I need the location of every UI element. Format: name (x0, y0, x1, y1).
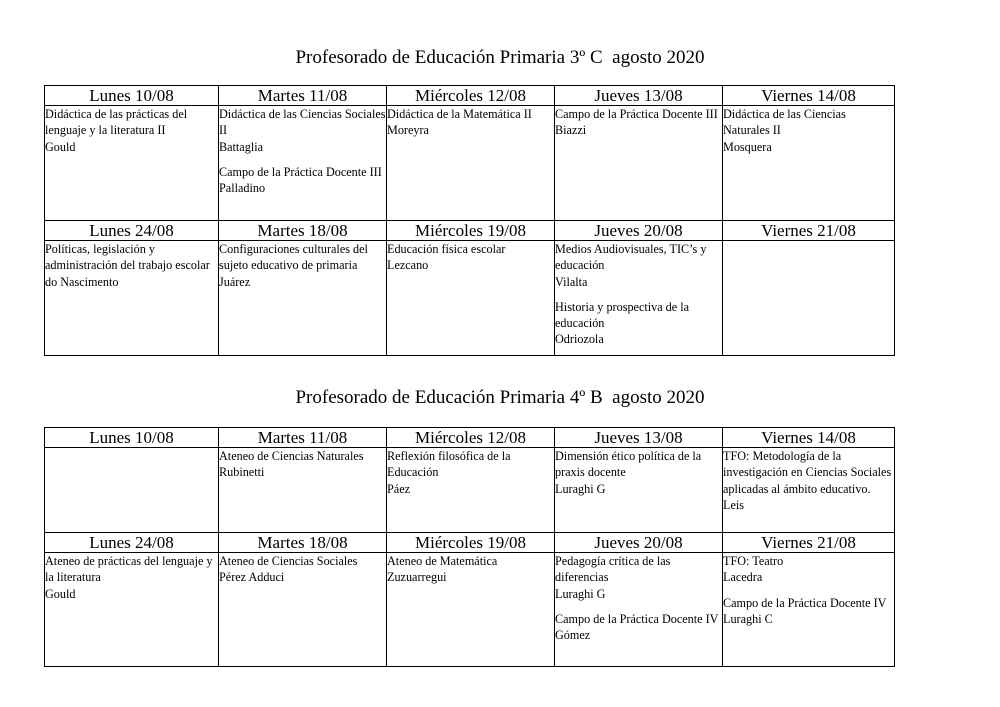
teacher-name: Luraghi G (555, 481, 606, 496)
day-header: Miércoles 19/08 (387, 221, 555, 241)
teacher-name: Juárez (219, 274, 251, 289)
subject-name: Didáctica de las Ciencias Sociales II (219, 107, 386, 138)
schedule-table-3c (44, 85, 895, 356)
class-cell (219, 553, 387, 667)
class-cell (45, 553, 219, 667)
day-header: Lunes 10/08 (45, 428, 219, 448)
class-cell-empty (45, 448, 219, 533)
teacher-name: Pérez Adduci (219, 570, 285, 585)
class-cell (387, 106, 555, 221)
subject-name: TFO: Teatro (723, 554, 784, 568)
class-cell (555, 106, 723, 221)
class-cell (555, 448, 723, 533)
class-cell (723, 553, 895, 667)
class-cell (555, 241, 723, 356)
class-cell (387, 448, 555, 533)
day-header: Martes 18/08 (219, 221, 387, 241)
subject-name: Campo de la Práctica Docente IV (723, 595, 887, 610)
teacher-name: Lacedra (723, 570, 763, 585)
day-header: Miércoles 12/08 (387, 86, 555, 106)
teacher-name: Gould (45, 586, 76, 601)
teacher-name: Biazzi (555, 123, 587, 138)
class-cell (219, 448, 387, 533)
subject-name: Ateneo de prácticas del lenguaje y la literatura (45, 554, 213, 585)
day-header: Martes 11/08 (219, 86, 387, 106)
day-header: Viernes 21/08 (723, 221, 895, 241)
subject-name: Campo de la Práctica Docente III (219, 164, 382, 179)
class-cell (219, 106, 387, 221)
subject-name: Ateneo de Matemática (387, 554, 498, 568)
subject-name: Ateneo de Ciencias Naturales (219, 449, 364, 463)
day-header: Viernes 14/08 (723, 428, 895, 448)
schedule-table-4b (44, 427, 895, 667)
schedule-title-3c: Profesorado de Educación Primaria 3º C agosto 2020 (295, 47, 705, 68)
class-cell (45, 241, 219, 356)
subject-name: Dimensión ético política de la praxis docente (555, 449, 702, 480)
day-header-row (45, 86, 895, 106)
subject-name: Ateneo de Ciencias Sociales (219, 554, 358, 568)
teacher-name: Lezcano (387, 258, 429, 273)
subject-name: Educación física escolar (387, 242, 506, 256)
day-header: Viernes 14/08 (723, 86, 895, 106)
subject-name: Reflexión filosófica de la Educación (387, 449, 511, 480)
day-header: Jueves 20/08 (555, 221, 723, 241)
class-cell (723, 448, 895, 533)
class-cell (723, 106, 895, 221)
teacher-name: Leis (723, 497, 744, 512)
teacher-name: Battaglia (219, 139, 263, 154)
subject-name: Didáctica de las prácticas del lenguaje y la literatura II (45, 107, 188, 138)
subject-name: Campo de la Práctica Docente IV (555, 611, 719, 626)
day-header: Martes 18/08 (219, 533, 387, 553)
day-header: Viernes 21/08 (723, 533, 895, 553)
class-cell-empty (723, 241, 895, 356)
teacher-name: Vilalta (555, 274, 588, 289)
class-row (45, 448, 895, 533)
class-cell (387, 553, 555, 667)
teacher-name: Palladino (219, 181, 266, 196)
teacher-name: Rubinetti (219, 465, 265, 480)
class-cell (387, 241, 555, 356)
subject-name: Didáctica de las Ciencias Naturales II (723, 107, 846, 138)
class-cell (45, 106, 219, 221)
subject-name: Didáctica de la Matemática II (387, 107, 532, 121)
subject-name: Configuraciones culturales del sujeto educativo de primaria (219, 242, 368, 273)
class-row (45, 106, 895, 221)
class-cell (219, 241, 387, 356)
schedule-title-4b: Profesorado de Educación Primaria 4º B agosto 2020 (295, 387, 705, 408)
subject-name: Pedagogía crítica de las diferencias (555, 554, 671, 585)
teacher-name: do Nascimento (45, 274, 119, 289)
day-header: Miércoles 12/08 (387, 428, 555, 448)
teacher-name: Luraghi C (723, 611, 773, 626)
teacher-name: Páez (387, 481, 411, 496)
day-header: Lunes 10/08 (45, 86, 219, 106)
teacher-name: Moreyra (387, 123, 429, 138)
day-header-row (45, 221, 895, 241)
teacher-name: Mosquera (723, 139, 772, 154)
subject-name: Campo de la Práctica Docente III (555, 107, 718, 121)
day-header-row (45, 428, 895, 448)
day-header: Lunes 24/08 (45, 221, 219, 241)
subject-name: Historia y prospectiva de la educación (555, 299, 690, 331)
teacher-name: Gómez (555, 628, 591, 643)
day-header: Lunes 24/08 (45, 533, 219, 553)
teacher-name: Odriozola (555, 332, 604, 347)
class-cell (555, 553, 723, 667)
subject-name: TFO: Metodología de la investigación en Ciencias Sociales aplicadas al ámbito educativo. (723, 449, 892, 496)
teacher-name: Gould (45, 139, 76, 154)
day-header: Jueves 13/08 (555, 428, 723, 448)
day-header-row (45, 533, 895, 553)
subject-name: Políticas, legislación y administración del trabajo escolar (45, 242, 210, 273)
day-header: Miércoles 19/08 (387, 533, 555, 553)
day-header: Martes 11/08 (219, 428, 387, 448)
day-header: Jueves 13/08 (555, 86, 723, 106)
teacher-name: Zuzuarregui (387, 570, 447, 585)
teacher-name: Luraghi G (555, 586, 606, 601)
subject-name: Medios Audiovisuales, TIC’s y educación (555, 242, 707, 273)
class-row (45, 241, 895, 356)
class-row (45, 553, 895, 667)
day-header: Jueves 20/08 (555, 533, 723, 553)
